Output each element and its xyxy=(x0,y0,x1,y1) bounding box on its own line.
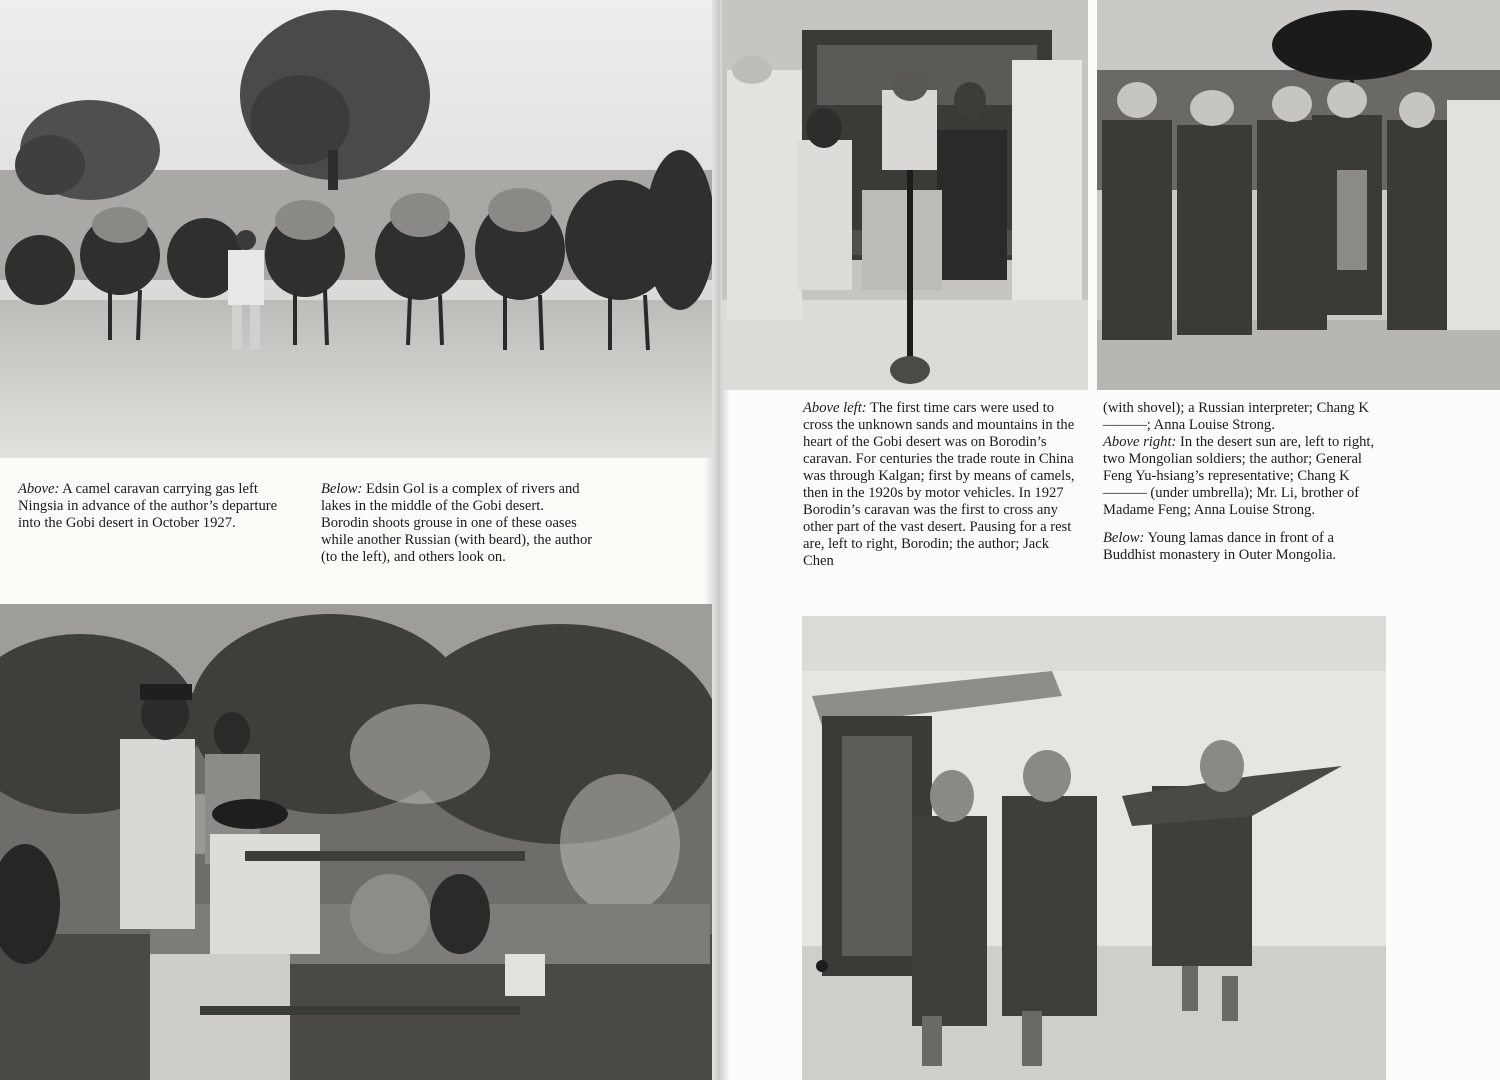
caption-text: Young lamas dance in front of a Buddhist monastery in Outer Mongolia. xyxy=(1103,530,1337,563)
edsin-gol-photo xyxy=(0,604,712,1080)
caption-text: Edsin Gol is a complex of rivers and lakes in the middle of the Gobi desert. Borodin shoots grouse in one of these oases while another Russian (with beard), the author (to the left), and others look on. xyxy=(321,481,593,565)
cars-gobi-photo xyxy=(722,0,1088,390)
caption-text: In the desert sun are, left to right, two Mongolian soldiers; the author; General Feng Yu-hsiang’s representative; Chang K——— (under umbrella); Mr. Li, brother of Madame Feng; Anna Louise Strong. xyxy=(1103,434,1375,518)
desert-sun-photo xyxy=(1097,0,1500,390)
caption-edsin-gol xyxy=(321,481,593,566)
caption-lead: Below: xyxy=(321,481,363,497)
caption-camel-caravan xyxy=(18,481,280,532)
caption-lead: Above left: xyxy=(803,400,867,416)
caption-right-column xyxy=(1103,400,1388,564)
caption-lead: Below: xyxy=(1103,530,1145,546)
caption-text: The first time cars were used to cross the unknown sands and mountains in the heart of the Gobi desert was on Borodin’s caravan. For centuries the trade route in China was through Kalgan; first by means of camels, then in the 1920s by motor vehicles. In 1927 Borodin’s caravan was the first to cross any other part of the vast desert. Pausing for a rest are, left to right, Borodin; the author; Jack Chen xyxy=(803,400,1075,569)
camel-caravan-photo xyxy=(0,0,712,458)
caption-text: A camel caravan carrying gas left Ningsia in advance of the author’s departure into the Gobi desert in October 1927. xyxy=(18,481,278,531)
caption-cars-gobi xyxy=(803,400,1081,570)
caption-lead: Above right: xyxy=(1103,434,1177,450)
caption-lead: Above: xyxy=(18,481,60,497)
lamas-dance-photo xyxy=(802,616,1386,1080)
caption-text-continued: (with shovel); a Russian interpreter; Chang K———; Anna Louise Strong. xyxy=(1103,400,1369,433)
